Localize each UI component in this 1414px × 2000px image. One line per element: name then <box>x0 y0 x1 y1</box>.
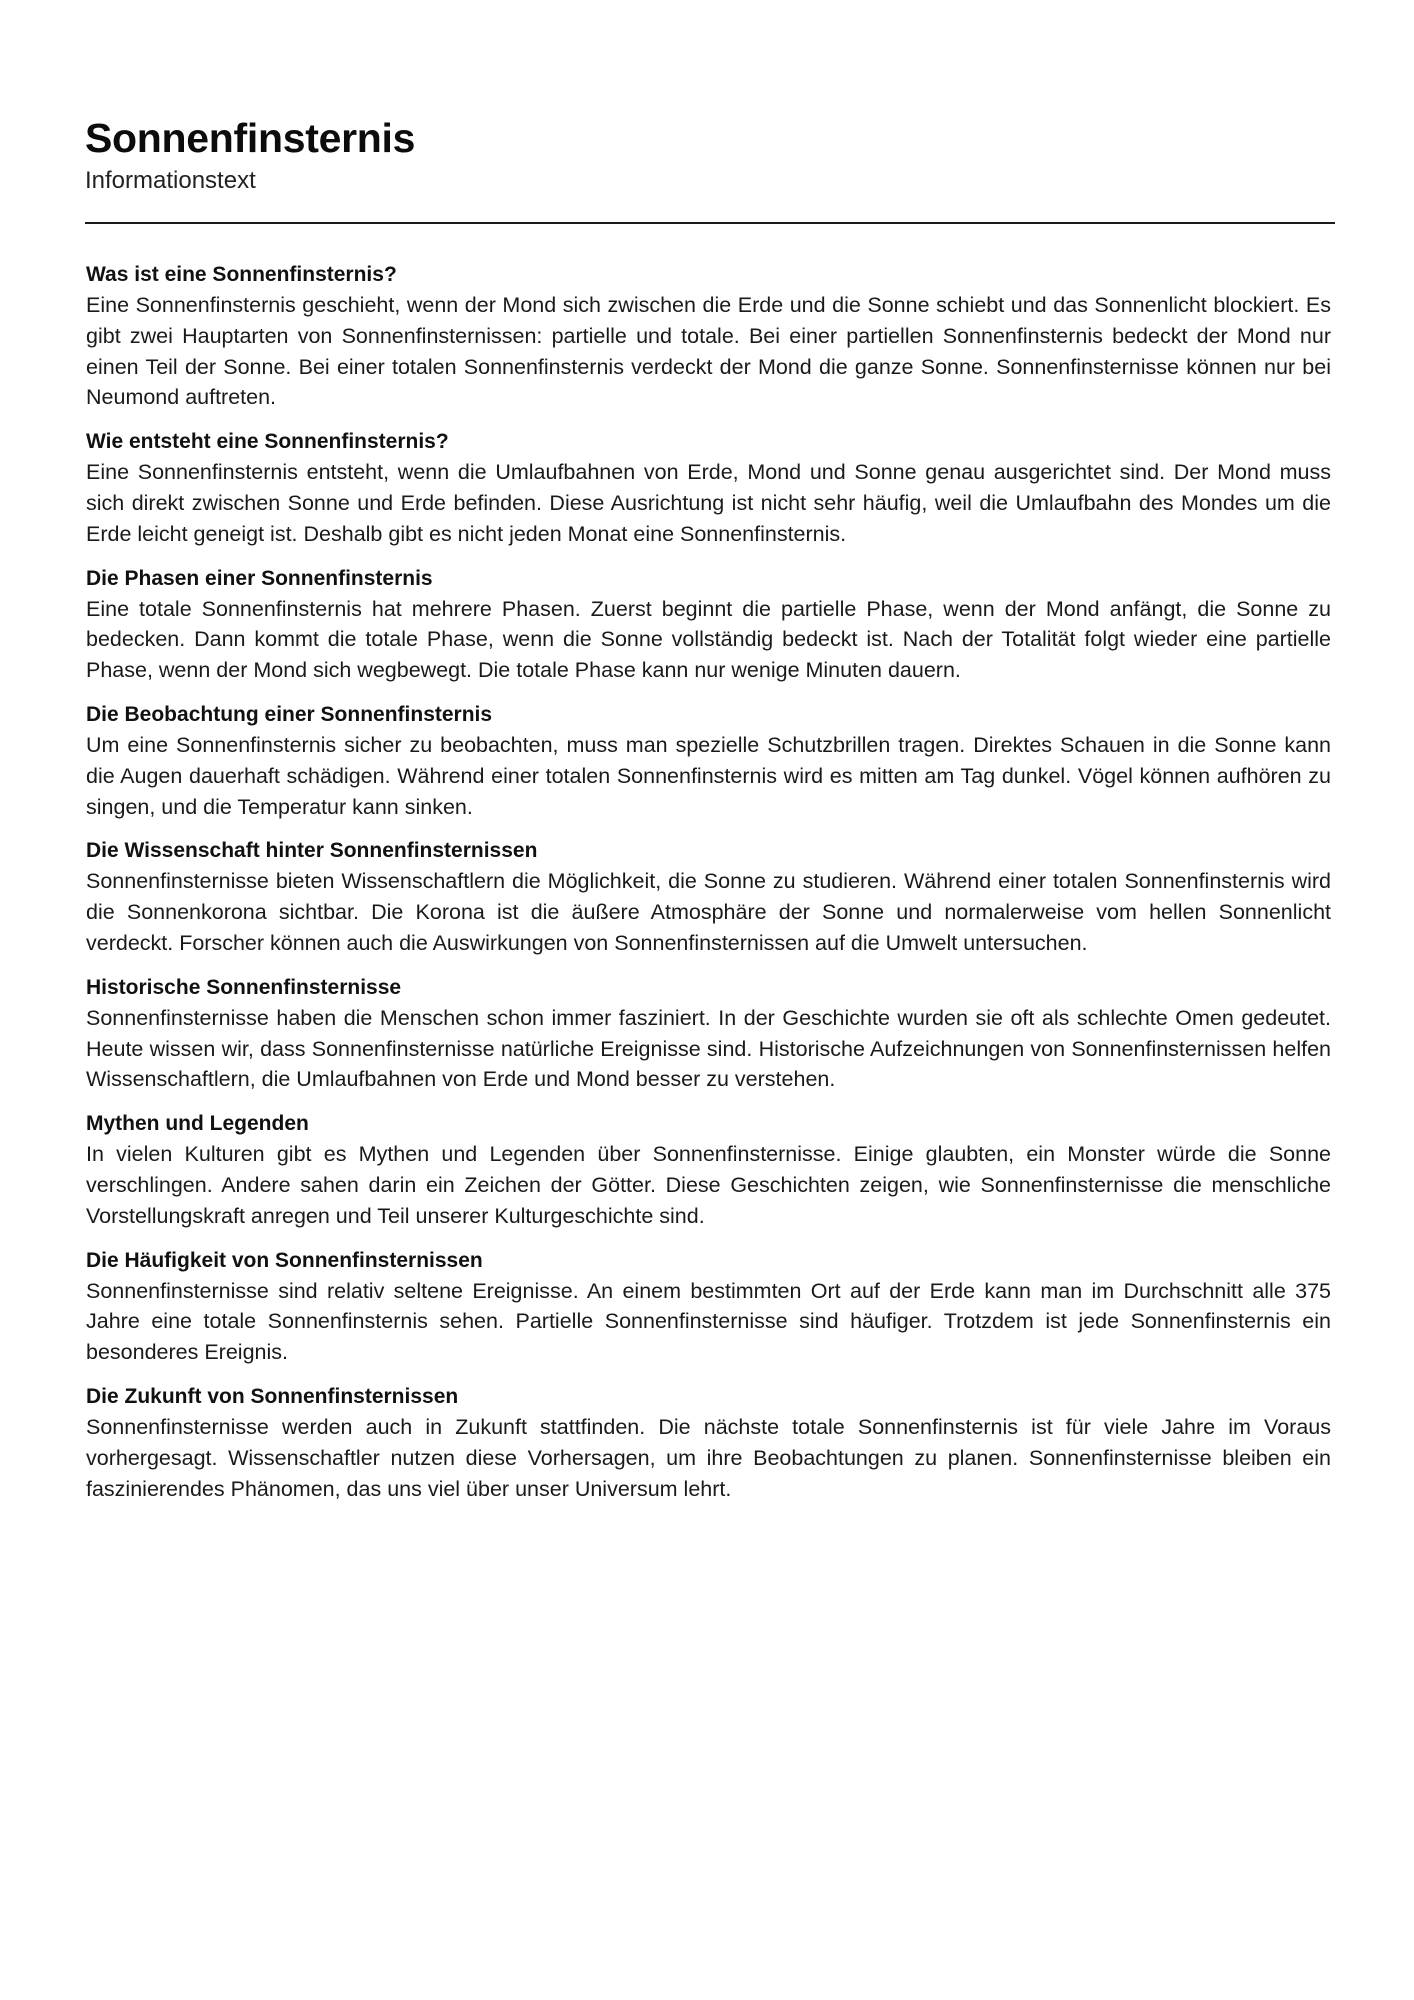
header-divider <box>85 222 1335 224</box>
section-heading: Die Phasen einer Sonnenfinsternis <box>86 566 433 590</box>
section-historisch <box>86 973 1331 1095</box>
section-paragraph: In vielen Kulturen gibt es Mythen und Legenden über Sonnenfinsternisse. Einige glaubten, ein Monster würde die Sonne verschlingen. Andere sahen darin ein Zeichen der Götter. Diese Geschichten zeigen, wie Sonnenfinsternisse die menschliche Vorstellungskraft anregen und Teil unserer Kulturgeschichte sind. <box>86 1142 1331 1228</box>
section-paragraph: Sonnenfinsternisse bieten Wissenschaftlern die Möglichkeit, die Sonne zu studieren. Während einer totalen Sonnenfinsternis wird die Sonnenkorona sichtbar. Die Korona ist die äußere Atmosphäre der Sonne und normalerweise vom hellen Sonnenlicht verdeckt. Forscher können auch die Auswirkungen von Sonnenfinsternissen auf die Umwelt untersuchen. <box>86 869 1331 955</box>
section-heading: Mythen und Legenden <box>86 1112 309 1136</box>
section-entstehung <box>86 427 1331 549</box>
section-haeufigkeit <box>86 1246 1331 1368</box>
section-wissenschaft <box>86 836 1331 958</box>
section-zukunft <box>86 1382 1331 1504</box>
document-header <box>85 112 1335 198</box>
section-heading: Wie entsteht eine Sonnenfinsternis? <box>86 430 449 454</box>
section-paragraph: Eine totale Sonnenfinsternis hat mehrere Phasen. Zuerst beginnt die partielle Phase, wenn der Mond anfängt, die Sonne zu bedecken. Dann kommt die totale Phase, wenn die Sonne vollständig bedeckt ist. Nach der Totalität folgt wieder eine partielle Phase, wenn der Mond sich wegbewegt. Die totale Phase kann nur wenige Minuten dauern. <box>86 596 1331 683</box>
section-paragraph: Sonnenfinsternisse haben die Menschen schon immer fasziniert. In der Geschichte wurden sie oft als schlechte Omen gedeutet. Heute wissen wir, dass Sonnenfinsternisse natürliche Ereignisse sind. Historische Aufzeichnungen von Sonnenfinsternissen helfen Wissenschaftlern, die Umlaufbahnen von Erde und Mond besser zu verstehen. <box>86 1005 1331 1092</box>
section-was-ist <box>86 260 1331 413</box>
section-paragraph: Sonnenfinsternisse sind relativ seltene Ereignisse. An einem bestimmten Ort auf der Erde kann man im Durchschnitt alle 375 Jahre eine totale Sonnenfinsternis sehen. Partielle Sonnenfinsternisse sind häufiger. Trotzdem ist jede Sonnenfinsternis ein besonderes Ereignis. <box>86 1278 1331 1365</box>
section-heading: Die Zukunft von Sonnenfinsternissen <box>86 1384 459 1408</box>
section-mythen <box>86 1109 1331 1231</box>
section-paragraph: Eine Sonnenfinsternis entsteht, wenn die Umlaufbahnen von Erde, Mond und Sonne genau ausgerichtet sind. Der Mond muss sich direkt zwischen Sonne und Erde befinden. Diese Ausrichtung ist nicht sehr häufig, weil die Umlaufbahn des Mondes um die Erde leicht geneigt ist. Deshalb gibt es nicht jeden Monat eine Sonnenfinsternis. <box>86 460 1331 546</box>
section-paragraph: Eine Sonnenfinsternis geschieht, wenn der Mond sich zwischen die Erde und die Sonne schiebt und das Sonnenlicht blockiert. Es gibt zwei Hauptarten von Sonnenfinsternissen: partielle und totale. Bei einer partiellen Sonnenfinsternis bedeckt der Mond nur einen Teil der Sonne. Bei einer totalen Sonnenfinsternis verdeckt der Mond die ganze Sonne. Sonnenfinsternisse können nur bei Neumond auftreten. <box>86 293 1331 410</box>
section-paragraph: Sonnenfinsternisse werden auch in Zukunft stattfinden. Die nächste totale Sonnenfinsternis ist für viele Jahre im Voraus vorhergesagt. Wissenschaftler nutzen diese Vorhersagen, um ihre Beobachtungen zu planen. Sonnenfinsternisse bleiben ein faszinierendes Phänomen, das uns viel über unser Universum lehrt. <box>86 1414 1331 1501</box>
section-heading: Die Beobachtung einer Sonnenfinsternis <box>86 702 493 726</box>
section-beobachtung <box>86 700 1331 822</box>
section-phasen <box>86 564 1331 686</box>
document-body <box>86 260 1331 1518</box>
section-heading: Die Wissenschaft hinter Sonnenfinsternissen <box>86 839 538 863</box>
document-subtitle: Informationstext <box>85 167 256 194</box>
section-paragraph: Um eine Sonnenfinsternis sicher zu beobachten, muss man spezielle Schutzbrillen tragen. Direktes Schauen in die Sonne kann die Augen dauerhaft schädigen. Während einer totalen Sonnenfinsternis wird es mitten am Tag dunkel. Vögel können aufhören zu singen, und die Temperatur kann sinken. <box>86 732 1331 819</box>
section-heading: Was ist eine Sonnenfinsternis? <box>86 263 397 286</box>
section-heading: Historische Sonnenfinsternisse <box>86 975 402 999</box>
section-heading: Die Häufigkeit von Sonnenfinsternissen <box>86 1248 483 1272</box>
document-title: Sonnenfinsternis <box>85 115 416 161</box>
